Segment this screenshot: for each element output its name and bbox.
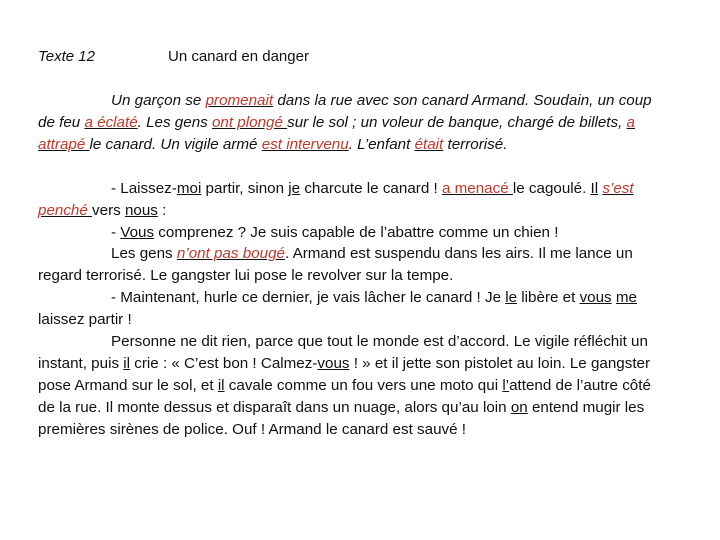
text-run: Les gens <box>111 245 177 263</box>
text-number-label: Texte 12 <box>38 48 95 65</box>
underlined-verb: est intervenu <box>261 135 349 153</box>
underlined-pronoun: il <box>217 376 225 394</box>
underlined-verb: promenait <box>205 92 274 109</box>
underlined-pronoun: il <box>123 354 131 372</box>
paragraph-dialogue-3 <box>38 287 663 331</box>
text-run: libère et <box>517 289 580 307</box>
text-run: partir, sinon <box>201 179 289 197</box>
text-run: - <box>111 223 121 241</box>
underlined-pronoun: vous <box>317 354 350 372</box>
underlined-verb: ont plongé <box>211 113 288 131</box>
story-text <box>38 90 663 441</box>
text-run: - Laissez- <box>111 179 177 197</box>
text-run: vers <box>92 201 125 219</box>
text-run: le cagoulé. <box>512 179 591 197</box>
document-title: Un canard en danger <box>168 48 309 65</box>
underlined-verb: était <box>414 135 444 153</box>
text-run: crie : « C’est bon ! Calmez- <box>130 354 318 372</box>
underlined-pronoun: l’ <box>502 376 510 394</box>
underlined-verb: a menacé <box>441 179 513 197</box>
underlined-verb: a éclaté <box>84 113 138 131</box>
text-run: entend mugir les premières sirènes de police. Ouf ! Armand le canard est sauvé ! <box>38 398 645 438</box>
underlined-verb: n’ont pas bougé <box>176 245 285 263</box>
text-run: dans la rue avec son canard Armand. Soudain, un coup de feu <box>38 92 652 131</box>
paragraph-dialogue-2 <box>38 222 663 244</box>
underlined-pronoun: vous <box>579 289 612 307</box>
underlined-pronoun: on <box>510 398 528 416</box>
underlined-pronoun: moi <box>176 179 202 197</box>
text-run: : <box>157 201 167 219</box>
text-run: comprenez ? Je suis capable de l’abattre comme un chien ! <box>154 223 559 241</box>
text-run: Personne ne dit rien, parce que tout le monde est d’accord. Le vigile réfléchit un instant, puis <box>38 333 648 372</box>
paragraph-dialogue-1 <box>38 178 663 222</box>
text-run: attend de l’autre côté de la rue. Il monte dessus et disparaît dans un nuage, alors qu’au loin <box>38 376 651 416</box>
paragraph-narration-1 <box>38 243 663 287</box>
text-run: . L’enfant <box>348 135 415 153</box>
underlined-pronoun: je <box>288 179 301 197</box>
text-run: charcute le canard ! <box>300 179 442 197</box>
text-run: laissez partir ! <box>38 311 132 329</box>
document-header <box>38 48 698 70</box>
paragraph-narration-2 <box>38 331 663 441</box>
underlined-pronoun: Vous <box>120 223 155 241</box>
text-run: terrorisé. <box>443 135 508 153</box>
underlined-verb: a attrapé <box>38 113 635 153</box>
underlined-pronoun: me <box>615 289 637 307</box>
underlined-pronoun: le <box>505 289 518 307</box>
text-run: . Armand est suspendu dans les airs. Il me lance un regard terrorisé. Le gangster lui pose le revolver sur la tempe. <box>38 245 633 285</box>
text-run: ! » et il jette son pistolet au loin. Le gangster pose Armand sur le sol, et <box>38 354 651 394</box>
text-run: le canard. Un vigile armé <box>89 135 262 153</box>
text-run: sur le sol ; un voleur de banque, chargé de billets, <box>287 113 627 131</box>
paragraph-intro <box>38 90 663 156</box>
text-run: Un garçon se <box>111 92 206 109</box>
underlined-pronoun: nous <box>124 201 158 219</box>
text-run: cavale comme un fou vers une moto qui <box>224 376 503 394</box>
underlined-pronoun: Il <box>590 179 599 197</box>
text-run: . Les gens <box>137 113 212 131</box>
underlined-verb: s’est penché <box>38 179 634 219</box>
text-run: - Maintenant, hurle ce dernier, je vais lâcher le canard ! Je <box>111 289 506 307</box>
